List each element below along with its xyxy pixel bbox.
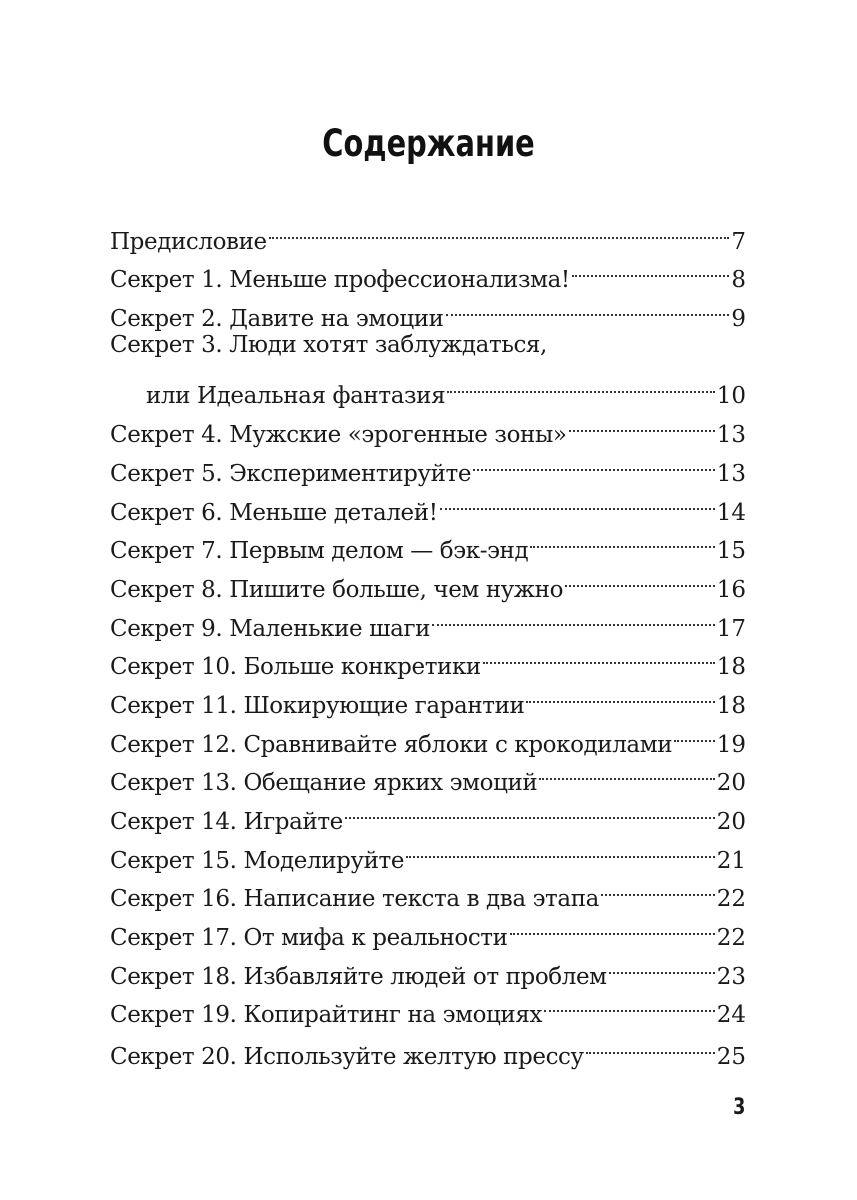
toc-entry-title: Секрет 10. Больше конкретики (110, 654, 481, 681)
toc-entry (110, 365, 746, 410)
dot-leader (510, 906, 715, 945)
dot-leader (569, 403, 715, 442)
toc-entry-page: 20 (716, 809, 746, 835)
dot-leader (440, 481, 715, 520)
toc-entry-title: Секрет 1. Меньше профессионализма! (110, 267, 570, 294)
dot-leader (565, 558, 715, 597)
toc-entry-page: 7 (731, 228, 746, 255)
dot-leader (483, 636, 715, 675)
dot-leader (432, 597, 715, 636)
dot-leader (446, 287, 730, 326)
page-number: 3 (732, 1095, 745, 1120)
toc-entry-page: 20 (716, 770, 746, 797)
toc-entry-title: Секрет 20. Используйте желтую прессу (110, 1044, 584, 1071)
toc-entry-page: 18 (716, 692, 746, 719)
toc-entry-first-line (110, 326, 746, 365)
toc-entry-title: Секрет 3. Люди хотят заблуждаться, (110, 332, 547, 359)
toc-entry-page: 16 (716, 576, 746, 603)
toc-entry-page: 17 (716, 615, 746, 642)
table-of-contents (110, 210, 746, 1071)
dot-leader (530, 520, 714, 559)
toc-entry-page: 24 (716, 1002, 746, 1029)
toc-entry-page: 23 (716, 963, 746, 990)
toc-entry-title: Секрет 8. Пишите больше, чем нужно (110, 576, 564, 603)
toc-entry-title: Секрет 11. Шокирующие гарантии (110, 692, 525, 719)
dot-leader (609, 945, 715, 984)
toc-entry-title: Секрет 2. Давите на эмоции (110, 306, 444, 333)
toc-entry-title: Секрет 14. Играйте (110, 809, 343, 835)
toc-entry-page: 14 (716, 499, 746, 526)
dot-leader (526, 674, 714, 713)
toc-entry-page: 15 (716, 538, 746, 565)
toc-entry-page: 8 (731, 267, 746, 294)
toc-entry-page: 13 (716, 460, 746, 487)
dot-leader (447, 365, 715, 404)
toc-entry-title: Секрет 19. Копирайтинг на эмоциях (110, 1002, 543, 1029)
toc-entry-title: Секрет 17. От мифа к реальности (110, 925, 508, 952)
toc-entry-page: 18 (716, 654, 746, 681)
toc-entry-page: 25 (716, 1044, 746, 1071)
toc-entry-title: Секрет 18. Избавляйте людей от проблем (110, 963, 607, 990)
toc-entry (110, 210, 746, 255)
toc-entry-title: Секрет 4. Мужские «эрогенные зоны» (110, 422, 567, 449)
dot-leader (572, 249, 730, 288)
toc-entry-page: 21 (716, 847, 746, 874)
toc-entry-title: Секрет 9. Маленькие шаги (110, 615, 431, 642)
toc-entry-page: 19 (716, 731, 746, 758)
toc-entry-title: Секрет 15. Моделируйте (110, 847, 405, 874)
toc-entry-title: Секрет 7. Первым делом — бэк-энд (110, 538, 529, 565)
toc-entry-page: 13 (716, 422, 746, 449)
toc-entry-page: 22 (716, 886, 746, 913)
dot-leader (539, 752, 714, 791)
dot-leader (586, 1025, 715, 1064)
toc-entry-page: 10 (716, 383, 746, 410)
dot-leader (601, 868, 715, 907)
toc-entry-page: 22 (716, 925, 746, 952)
toc-entry-title-continuation: или Идеальная фантазия (146, 383, 446, 410)
toc-entry-title: Секрет 5. Экспериментируйте (110, 460, 472, 487)
dot-leader (406, 829, 715, 868)
toc-entry-title: Секрет 6. Меньше деталей! (110, 499, 438, 526)
toc-entry-page: 9 (731, 306, 746, 333)
dot-leader (473, 442, 715, 481)
toc-entry-title: Предисловие (110, 228, 267, 255)
toc-entry-title: Секрет 16. Написание текста в два этапа (110, 886, 599, 913)
dot-leader (345, 790, 715, 829)
dot-leader (674, 713, 715, 752)
toc-entry-title: Секрет 13. Обещание ярких эмоций (110, 770, 538, 797)
dot-leader (544, 984, 715, 1023)
page-title: Содержание (322, 122, 535, 165)
toc-entry-title: Секрет 12. Сравнивайте яблоки с крокодилами (110, 731, 673, 758)
dot-leader (269, 210, 730, 249)
